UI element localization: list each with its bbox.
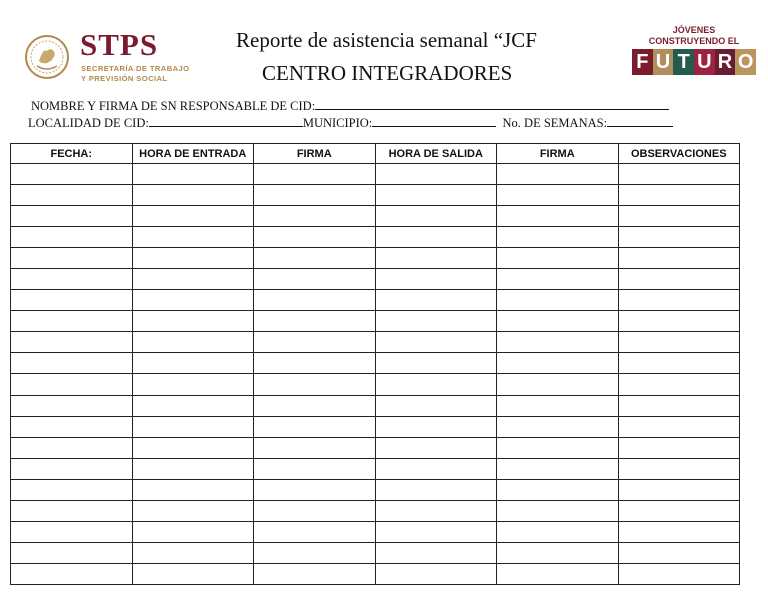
table-cell[interactable]: [11, 374, 133, 395]
table-cell[interactable]: [254, 332, 376, 353]
program-logo-letter: T: [673, 49, 694, 75]
table-cell[interactable]: [375, 416, 497, 437]
table-cell[interactable]: [254, 563, 376, 584]
table-row: [11, 374, 740, 395]
table-cell[interactable]: [11, 248, 133, 269]
table-row: [11, 206, 740, 227]
table-row: [11, 521, 740, 542]
table-row: [11, 164, 740, 185]
table-cell[interactable]: [11, 479, 133, 500]
table-cell[interactable]: [618, 269, 740, 290]
program-logo-letter: F: [632, 49, 653, 75]
agency-full-name: [81, 64, 189, 83]
table-cell[interactable]: [375, 458, 497, 479]
table-cell[interactable]: [618, 248, 740, 269]
municipio-label: MUNICIPIO:: [302, 116, 373, 130]
table-cell[interactable]: [11, 500, 133, 521]
table-cell[interactable]: [132, 374, 254, 395]
table-cell[interactable]: [618, 353, 740, 374]
table-cell[interactable]: [132, 332, 254, 353]
table-cell[interactable]: [254, 500, 376, 521]
semanas-blank[interactable]: [607, 115, 673, 127]
table-cell[interactable]: [497, 458, 619, 479]
column-header-observaciones: OBSERVACIONES: [618, 144, 740, 164]
table-cell[interactable]: [618, 164, 740, 185]
table-cell[interactable]: [497, 185, 619, 206]
table-cell[interactable]: [497, 479, 619, 500]
attendance-table: [10, 143, 740, 585]
program-logo-letter: U: [694, 49, 715, 75]
program-logo-letter: R: [715, 49, 736, 75]
table-cell[interactable]: [11, 290, 133, 311]
table-cell[interactable]: [11, 185, 133, 206]
table-row: [11, 500, 740, 521]
table-cell[interactable]: [11, 227, 133, 248]
table-cell[interactable]: [375, 311, 497, 332]
table-cell[interactable]: [375, 332, 497, 353]
table-row: [11, 332, 740, 353]
table-cell[interactable]: [375, 395, 497, 416]
table-cell[interactable]: [375, 185, 497, 206]
table-cell[interactable]: [375, 542, 497, 563]
table-cell[interactable]: [132, 479, 254, 500]
table-cell[interactable]: [497, 374, 619, 395]
table-cell[interactable]: [254, 458, 376, 479]
table-cell[interactable]: [618, 458, 740, 479]
table-cell[interactable]: [11, 542, 133, 563]
program-logo-caption: [632, 25, 756, 47]
table-cell[interactable]: [497, 332, 619, 353]
table-cell[interactable]: [497, 563, 619, 584]
table-cell[interactable]: [11, 164, 133, 185]
table-cell[interactable]: [254, 185, 376, 206]
column-header-firma-salida: FIRMA: [497, 144, 619, 164]
table-cell[interactable]: [618, 290, 740, 311]
table-cell[interactable]: [132, 164, 254, 185]
table-cell[interactable]: [254, 395, 376, 416]
table-cell[interactable]: [618, 311, 740, 332]
table-cell[interactable]: [132, 458, 254, 479]
table-row: [11, 458, 740, 479]
table-cell[interactable]: [254, 269, 376, 290]
table-cell[interactable]: [132, 290, 254, 311]
table-cell[interactable]: [11, 437, 133, 458]
table-cell[interactable]: [132, 269, 254, 290]
table-cell[interactable]: [11, 395, 133, 416]
table-cell[interactable]: [254, 290, 376, 311]
table-cell[interactable]: [254, 248, 376, 269]
agency-name-line-2: Y PREVISIÓN SOCIAL: [81, 73, 168, 83]
table-cell[interactable]: [618, 521, 740, 542]
table-cell[interactable]: [497, 269, 619, 290]
table-row: [11, 437, 740, 458]
table-cell[interactable]: [254, 416, 376, 437]
localidad-label: LOCALIDAD DE CID:: [28, 116, 149, 130]
table-cell[interactable]: [254, 542, 376, 563]
table-cell[interactable]: [375, 374, 497, 395]
table-cell[interactable]: [11, 521, 133, 542]
table-cell[interactable]: [132, 437, 254, 458]
program-logo-line-1: JÓVENES: [672, 25, 716, 35]
table-cell[interactable]: [375, 563, 497, 584]
table-cell[interactable]: [11, 416, 133, 437]
program-logo: [632, 25, 756, 77]
table-cell[interactable]: [132, 311, 254, 332]
agency-logo-text: STPS: [80, 27, 159, 62]
column-header-firma-entrada: FIRMA: [254, 144, 376, 164]
table-cell[interactable]: [618, 500, 740, 521]
program-logo-line-2: CONSTRUYENDO EL: [648, 36, 740, 46]
table-cell[interactable]: [11, 563, 133, 584]
table-cell[interactable]: [618, 395, 740, 416]
table-cell[interactable]: [132, 227, 254, 248]
table-cell[interactable]: [11, 458, 133, 479]
localidad-blank[interactable]: [149, 115, 303, 127]
table-cell[interactable]: [132, 563, 254, 584]
table-cell[interactable]: [11, 353, 133, 374]
column-header-fecha: FECHA:: [11, 144, 133, 164]
table-cell[interactable]: [497, 521, 619, 542]
table-cell[interactable]: [375, 500, 497, 521]
table-cell[interactable]: [132, 206, 254, 227]
table-cell[interactable]: [497, 290, 619, 311]
mexico-coat-of-arms-icon: [24, 34, 70, 80]
table-row: [11, 227, 740, 248]
responsable-field: [31, 98, 669, 114]
table-cell[interactable]: [132, 416, 254, 437]
table-row: [11, 311, 740, 332]
table-cell[interactable]: [254, 164, 376, 185]
table-cell[interactable]: [132, 353, 254, 374]
location-fields: [28, 115, 673, 131]
table-cell[interactable]: [11, 269, 133, 290]
table-cell[interactable]: [375, 269, 497, 290]
program-logo-word: [632, 49, 756, 75]
table-cell[interactable]: [497, 437, 619, 458]
table-cell[interactable]: [11, 332, 133, 353]
agency-name-line-1: SECRETARÍA DE TRABAJO: [81, 64, 190, 73]
municipio-blank[interactable]: [372, 115, 496, 127]
table-cell[interactable]: [497, 416, 619, 437]
semanas-label: No. DE SEMANAS:: [502, 116, 608, 130]
table-cell[interactable]: [618, 479, 740, 500]
table-cell[interactable]: [375, 479, 497, 500]
table-cell[interactable]: [497, 206, 619, 227]
table-header-row: [11, 144, 740, 164]
table-cell[interactable]: [497, 227, 619, 248]
table-cell[interactable]: [254, 206, 376, 227]
table-cell[interactable]: [375, 353, 497, 374]
table-cell[interactable]: [11, 206, 133, 227]
table-cell[interactable]: [254, 521, 376, 542]
table-cell[interactable]: [132, 500, 254, 521]
table-cell[interactable]: [254, 479, 376, 500]
table-cell[interactable]: [618, 374, 740, 395]
table-cell[interactable]: [254, 311, 376, 332]
table-cell[interactable]: [497, 248, 619, 269]
table-cell[interactable]: [375, 248, 497, 269]
table-cell[interactable]: [618, 227, 740, 248]
column-header-hora-salida: HORA DE SALIDA: [375, 144, 497, 164]
table-cell[interactable]: [11, 311, 133, 332]
program-logo-letter: U: [653, 49, 674, 75]
table-cell[interactable]: [497, 542, 619, 563]
table-cell[interactable]: [132, 185, 254, 206]
table-cell[interactable]: [618, 185, 740, 206]
table-cell[interactable]: [618, 332, 740, 353]
table-cell[interactable]: [375, 437, 497, 458]
table-cell[interactable]: [254, 374, 376, 395]
table-cell[interactable]: [132, 395, 254, 416]
table-row: [11, 542, 740, 563]
table-cell[interactable]: [375, 206, 497, 227]
table-cell[interactable]: [375, 521, 497, 542]
table-row: [11, 563, 740, 584]
table-cell[interactable]: [618, 542, 740, 563]
responsable-blank[interactable]: [315, 98, 669, 110]
table-row: [11, 416, 740, 437]
table-cell[interactable]: [132, 248, 254, 269]
program-logo-letter: O: [735, 49, 756, 75]
table-body: [11, 164, 740, 585]
table-cell[interactable]: [497, 311, 619, 332]
table-cell[interactable]: [132, 542, 254, 563]
report-subtitle: CENTRO INTEGRADORES: [262, 61, 513, 85]
table-row: [11, 353, 740, 374]
table-cell[interactable]: [618, 437, 740, 458]
responsable-label: NOMBRE Y FIRMA DE SN RESPONSABLE DE CID:: [31, 99, 316, 113]
table-cell[interactable]: [618, 563, 740, 584]
table-cell[interactable]: [375, 227, 497, 248]
table-cell[interactable]: [254, 227, 376, 248]
table-cell[interactable]: [375, 164, 497, 185]
table-cell[interactable]: [497, 353, 619, 374]
table-row: [11, 269, 740, 290]
table-row: [11, 479, 740, 500]
table-cell[interactable]: [497, 164, 619, 185]
table-cell[interactable]: [497, 500, 619, 521]
report-title: Reporte de asistencia semanal “JCF: [236, 28, 537, 52]
table-cell[interactable]: [132, 521, 254, 542]
table-cell[interactable]: [375, 290, 497, 311]
table-row: [11, 248, 740, 269]
table-cell[interactable]: [497, 395, 619, 416]
table-row: [11, 290, 740, 311]
table-cell[interactable]: [254, 437, 376, 458]
column-header-hora-entrada: HORA DE ENTRADA: [132, 144, 254, 164]
table-row: [11, 395, 740, 416]
table-cell[interactable]: [254, 353, 376, 374]
table-row: [11, 185, 740, 206]
table-cell[interactable]: [618, 416, 740, 437]
table-cell[interactable]: [618, 206, 740, 227]
